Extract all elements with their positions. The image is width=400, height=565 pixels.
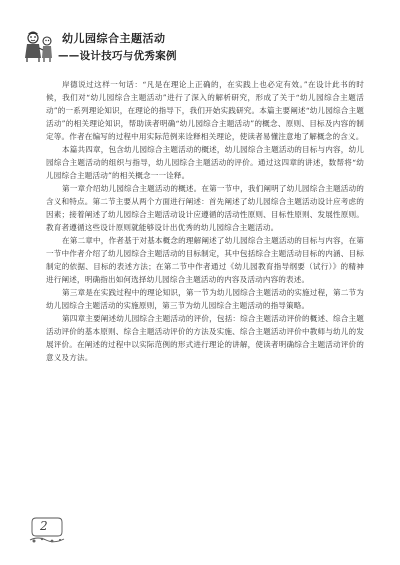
page-number: 2: [40, 519, 48, 533]
book-subtitle: ——设计技巧与优秀案例: [58, 50, 177, 62]
book-title: 幼儿园综合主题活动: [62, 32, 166, 45]
paragraph: 第三章是在实践过程中的理论知识，第一节为幼儿园综合主题活动的实施过程，第二节为幼儿园综合主题活动的实施原则，第三节为幼儿园综合主题活动的指导策略。: [46, 288, 365, 310]
page-footer: [28, 516, 68, 544]
paragraph: 在第二章中，作者基于对基本概念的理解阐述了幼儿园综合主题活动的目标与内容，在第一节中作者介绍了幼儿园综合主题活动的目标制定，其中包括综合主题活动目标的内涵、目标制定的依据、目标的表述方法；在第二节中作者通过《幼儿园教育指导纲要（试行）》的精神进行阐述，明确指出如何选择幼儿园综合主题活动的内容及活动内容的表述。: [46, 236, 365, 284]
footer-ornament-icon: [28, 516, 68, 544]
paragraph: 岸德说过这样一句话：“凡是在理论上正确的，在实践上也必定有效。”在设计此书的时候，我们对“幼儿园综合主题活动”进行了深入的解析研究，形成了关于“幼儿园综合主题活动”的一系列理论知识，在理论的指导下，我们开始实践研究。本篇主要阐述“幼儿园综合主题活动”的相关理论知识，帮助读者明确“幼儿园综合主题活动”的概念、原则、目标及内容的制定等。作者在编写的过程中用实际范例来诠释相关理论，使读者易懂注意地了解概念的含义。: [46, 80, 364, 141]
paragraph: 本篇共四章，包含幼儿园综合主题活动的概述，幼儿园综合主题活动的目标与内容，幼儿园综合主题活动的组织与指导，幼儿园综合主题活动的评价。通过这四章的讲述，数帮将“幼儿园综合主题活动”的相关概念一一诠释。: [46, 145, 365, 180]
children-illustration-icon: [22, 28, 56, 64]
running-header: [22, 28, 222, 68]
paragraph: 第四章主要阐述幼儿园综合主题活动的评价，包括：综合主题活动评价的概述、综合主题活动评价的基本原则、综合主题活动评价的方法及实施、综合主题活动评价中教师与幼儿的发展评价。在阐述的过程中以实际范例的形式进行理论的讲解，使读者明确综合主题活动评价的意义及方法。: [46, 314, 365, 362]
paragraph: 第一章介绍幼儿园综合主题活动的概述。在第一节中，我们阐明了幼儿园综合主题活动的含义和特点。第二节主要从两个方面进行阐述：首先阐述了幼儿园综合主题活动设计应考虑的因素；接着阐述了幼儿园综合主题活动设计应遵循的活动性原则、目标性原则、发展性原则。教育者遵循这些设计原则就能够设计出优秀的幼儿园综合主题活动。: [46, 184, 365, 232]
body-text: [46, 78, 364, 364]
